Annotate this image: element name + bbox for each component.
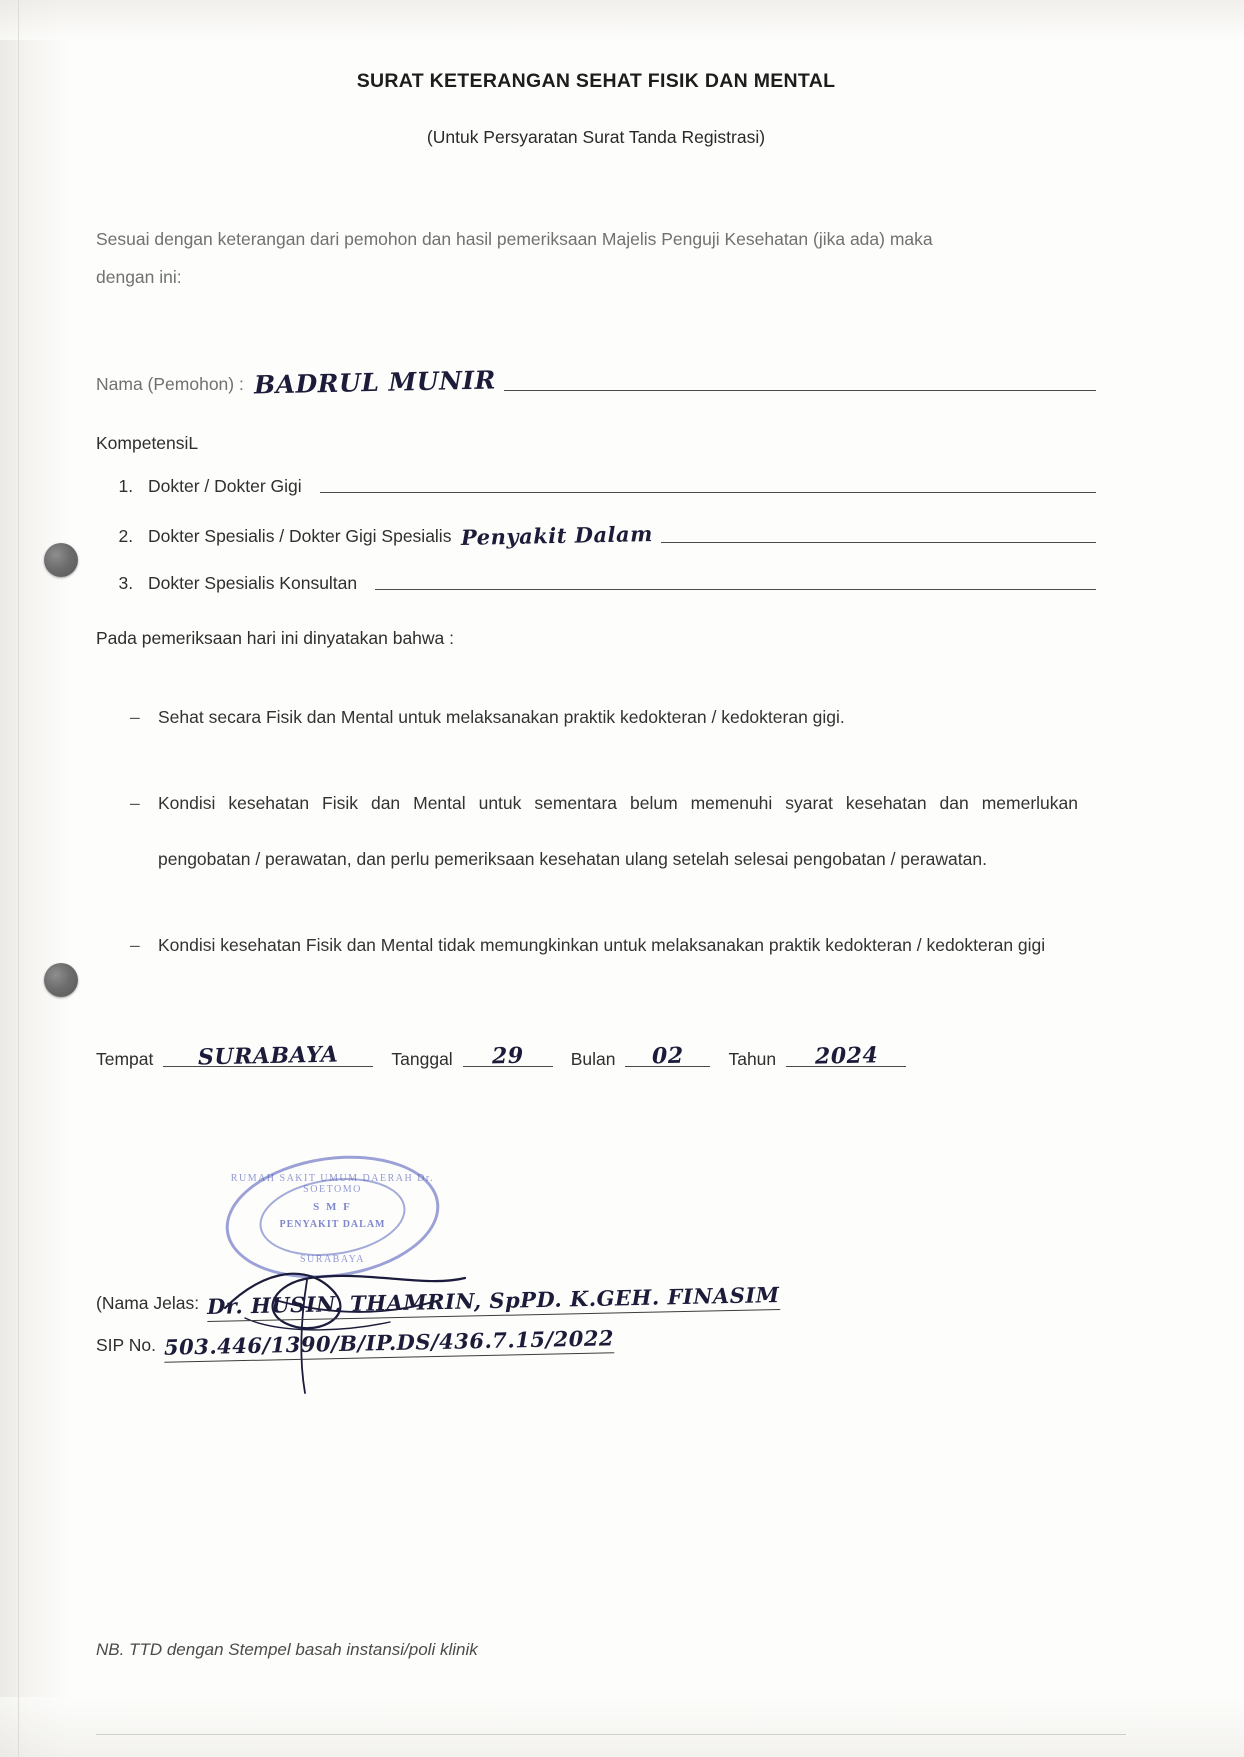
place-value: SURABAYA	[197, 1041, 339, 1071]
list-item: – Sehat secara Fisik dan Mental untuk melaksanakan praktik kedokteran / kedokteran gigi.	[158, 689, 1078, 745]
official-stamp	[225, 1157, 440, 1277]
sip-row	[96, 1325, 1096, 1360]
competency-label: KompetensiL	[96, 433, 199, 453]
document-subtitle: (Untuk Persyaratan Surat Tanda Registrasi)	[426, 127, 766, 147]
scan-shading-bottom	[0, 1697, 1244, 1757]
footer-rule	[96, 1734, 1126, 1735]
list-item	[138, 573, 1096, 594]
competency-label-2: 2. Dokter Spesialis / Dokter Gigi Spesialis	[148, 526, 452, 546]
signer-name-row	[96, 1282, 1096, 1319]
competency-label-3: 3. Dokter Spesialis Konsultan	[148, 573, 358, 593]
stamp-arc-bottom: SURABAYA	[300, 1254, 365, 1265]
stamp-arc-top: RUMAH SAKIT UMUM DAERAH Dr. SOETOMO	[230, 1173, 435, 1195]
month-value: 02	[651, 1042, 685, 1070]
stamp-line-2: PENYAKIT DALAM	[279, 1219, 386, 1230]
applicant-name-row	[96, 365, 1096, 400]
sip-label: SIP No.	[96, 1335, 156, 1355]
list-item: – Kondisi kesehatan Fisik dan Mental tidak memungkinkan untuk melaksanakan praktik kedokteran / kedokteran gigi	[158, 917, 1078, 973]
competency-line-2	[661, 541, 1096, 543]
year-value-field	[786, 1040, 906, 1070]
place-date-row	[96, 1043, 1096, 1070]
competency-value-2: Penyakit Dalam	[461, 520, 654, 551]
list-item: – Kondisi kesehatan Fisik dan Mental untuk sementara belum memenuhi syarat kesehatan dan memerlukan pengobatan / perawatan, dan perlu pemeriksaan kesehatan ulang setelah selesai pengobatan / perawatan.	[158, 775, 1078, 887]
place-label: Tempat	[96, 1049, 154, 1069]
statement-lead: Pada pemeriksaan hari ini dinyatakan bahwa :	[96, 628, 454, 648]
date-label: Tanggal	[391, 1049, 453, 1069]
intro-paragraph: Sesuai dengan keterangan dari pemohon dan hasil pemeriksaan Majelis Penguji Kesehatan (jika ada) maka dengan ini:	[96, 229, 933, 287]
scan-shading-left	[0, 0, 70, 1757]
applicant-name-value: BADRUL MUNIR	[253, 365, 496, 400]
competency-line-3	[375, 588, 1096, 590]
stamp-outer-ring	[218, 1143, 448, 1292]
year-label: Tahun	[728, 1049, 777, 1069]
applicant-name-label: Nama (Pemohon) :	[96, 374, 244, 394]
sip-value: 503.446/1390/B/IP.DS/436.7.15/2022	[164, 1325, 615, 1362]
document-content	[96, 70, 1096, 1070]
stamp-inner-ring	[254, 1169, 410, 1265]
hole-punch-bottom	[44, 963, 78, 997]
conditions-list	[96, 689, 1096, 973]
signer-name-label: (Nama Jelas:	[96, 1293, 200, 1313]
list-item	[138, 476, 1096, 497]
year-value: 2024	[814, 1042, 879, 1070]
scan-shading-top	[0, 0, 1244, 40]
list-item	[138, 520, 1096, 551]
date-value-field	[463, 1040, 553, 1070]
place-value-field	[163, 1040, 373, 1071]
signer-block	[96, 1282, 1096, 1372]
competency-list	[96, 476, 1096, 594]
month-label: Bulan	[570, 1049, 616, 1069]
competency-label-1: 1. Dokter / Dokter Gigi	[148, 476, 302, 496]
competency-line-1	[320, 491, 1096, 493]
month-value-field	[625, 1040, 710, 1070]
document-title: SURAT KETERANGAN SEHAT FISIK DAN MENTAL	[356, 70, 836, 92]
applicant-name-line	[504, 389, 1096, 391]
date-value: 29	[491, 1042, 524, 1070]
hole-punch-top	[44, 543, 78, 577]
page-edge-line	[18, 0, 19, 1757]
stamp-line-1: S M F	[313, 1201, 352, 1213]
signer-name-value: Dr. HUSIN. THAMRIN, SpPD. K.GEH. FINASIM	[207, 1282, 780, 1322]
footer-note: NB. TTD dengan Stempel basah instansi/poli klinik	[96, 1640, 478, 1659]
